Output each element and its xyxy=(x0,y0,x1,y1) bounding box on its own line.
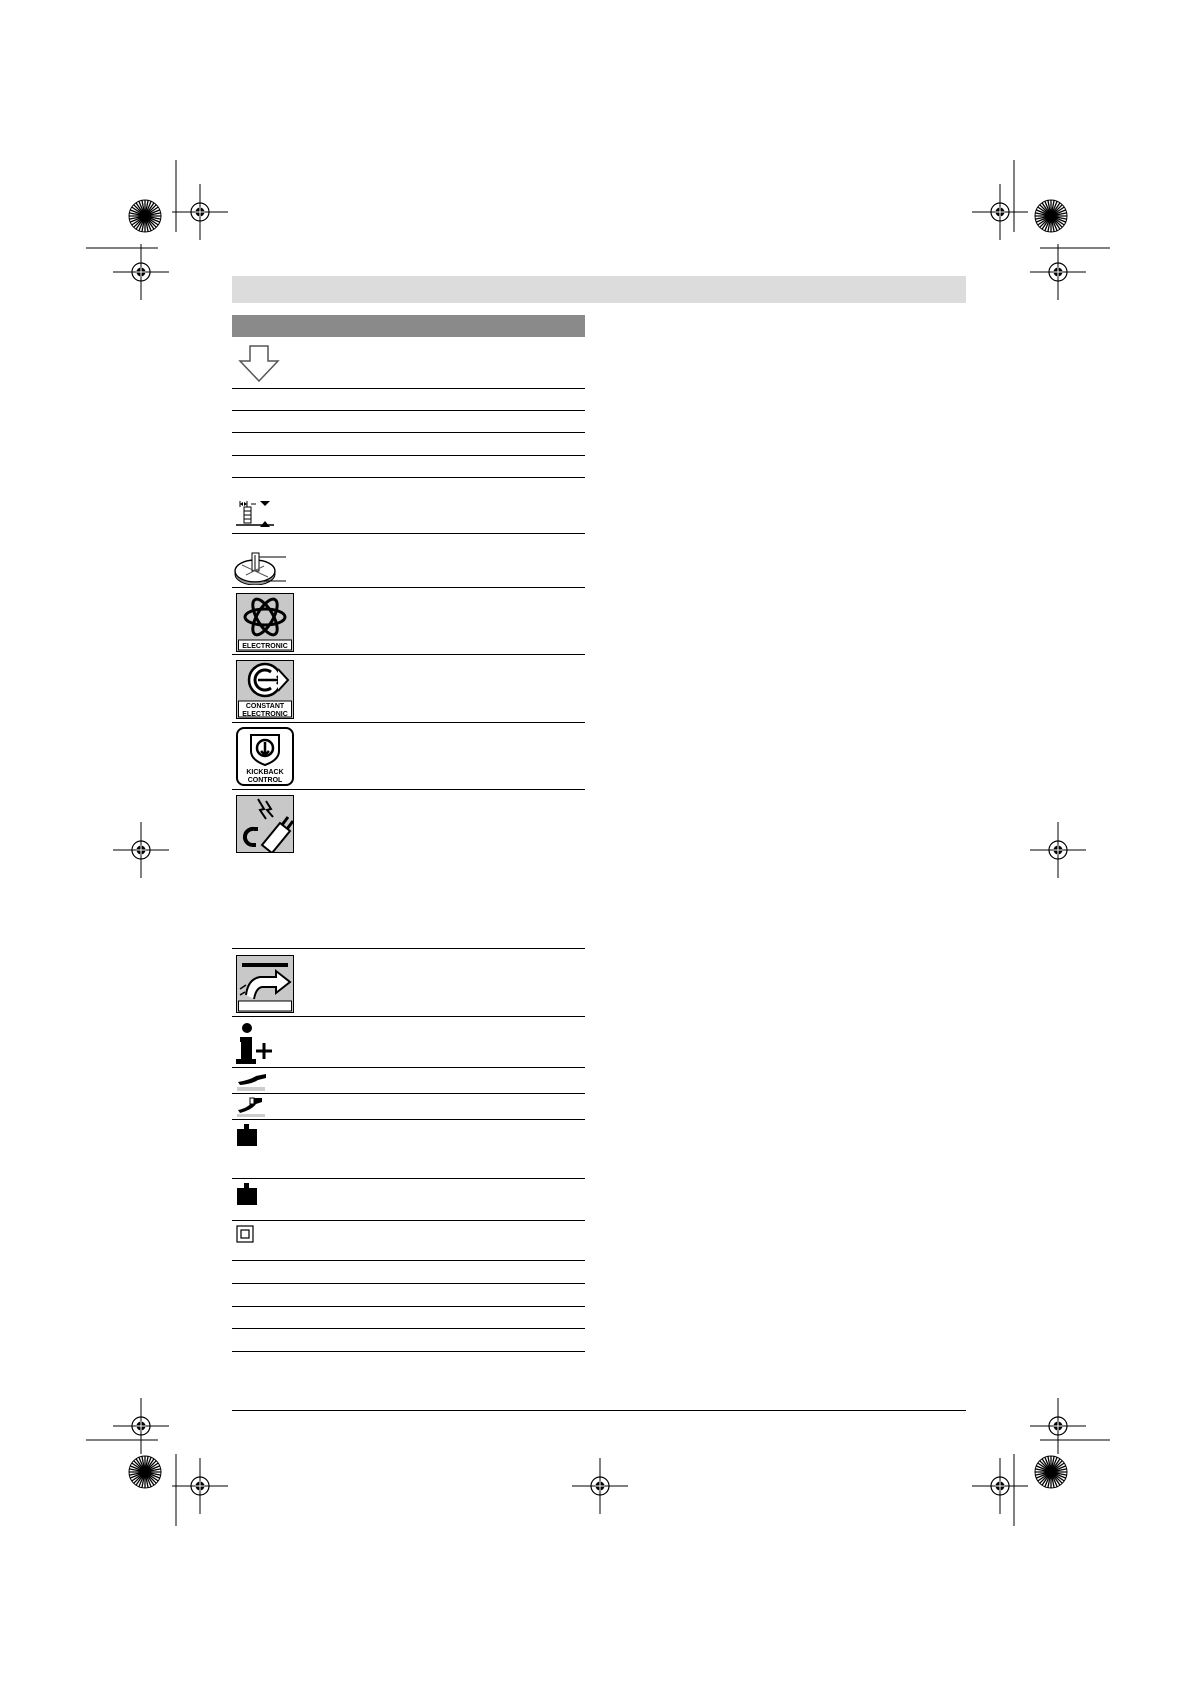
table-rule xyxy=(232,654,585,655)
table-rule xyxy=(232,388,585,389)
electronic-badge-label: ELECTRONIC xyxy=(242,643,288,650)
constant-badge-line1: CONSTANT xyxy=(245,703,285,710)
table-rule xyxy=(232,1220,585,1221)
spindle-dimension-icon xyxy=(236,497,276,531)
table-rule xyxy=(232,432,585,433)
protection-class-icon xyxy=(236,1225,254,1243)
table-rule xyxy=(232,1260,585,1261)
standard-handle-icon xyxy=(236,1070,268,1092)
info-plus-icon xyxy=(234,1023,278,1065)
page-header-band xyxy=(232,276,966,303)
table-rule xyxy=(232,587,585,588)
vibration-damping-handle-icon xyxy=(236,1096,268,1118)
table-header-bar xyxy=(232,315,585,337)
table-rule xyxy=(232,1351,585,1352)
table-rule xyxy=(232,410,585,411)
table-rule xyxy=(232,1306,585,1307)
soft-start-icon xyxy=(236,955,294,1013)
table-rule xyxy=(232,1067,585,1068)
table-rule xyxy=(232,477,585,478)
technical-data-table xyxy=(232,315,585,1345)
weight-icon xyxy=(236,1123,258,1147)
restart-protection-icon xyxy=(236,795,294,853)
electronic-badge-icon xyxy=(236,593,294,652)
table-rule xyxy=(232,1328,585,1329)
table-rule xyxy=(232,455,585,456)
table-rule xyxy=(232,722,585,723)
table-rule xyxy=(232,1283,585,1284)
table-rule xyxy=(232,1093,585,1094)
weight-icon-2 xyxy=(236,1182,258,1206)
table-rule xyxy=(232,1016,585,1017)
table-rule xyxy=(232,1119,585,1120)
table-rule xyxy=(232,789,585,790)
table-rule xyxy=(232,948,585,949)
kickback-badge-line2: CONTROL xyxy=(247,777,283,784)
disc-diameter-icon xyxy=(234,549,288,585)
page-footer-rule xyxy=(232,1410,966,1411)
kickback-control-badge-icon xyxy=(236,727,294,786)
constant-electronic-badge-icon xyxy=(236,660,294,719)
table-rule xyxy=(232,533,585,534)
constant-badge-line2: ELECTRONIC xyxy=(242,711,288,718)
arrow-down-icon xyxy=(238,345,280,383)
kickback-badge-line1: KICKBACK xyxy=(246,769,284,776)
table-rule xyxy=(232,1178,585,1179)
